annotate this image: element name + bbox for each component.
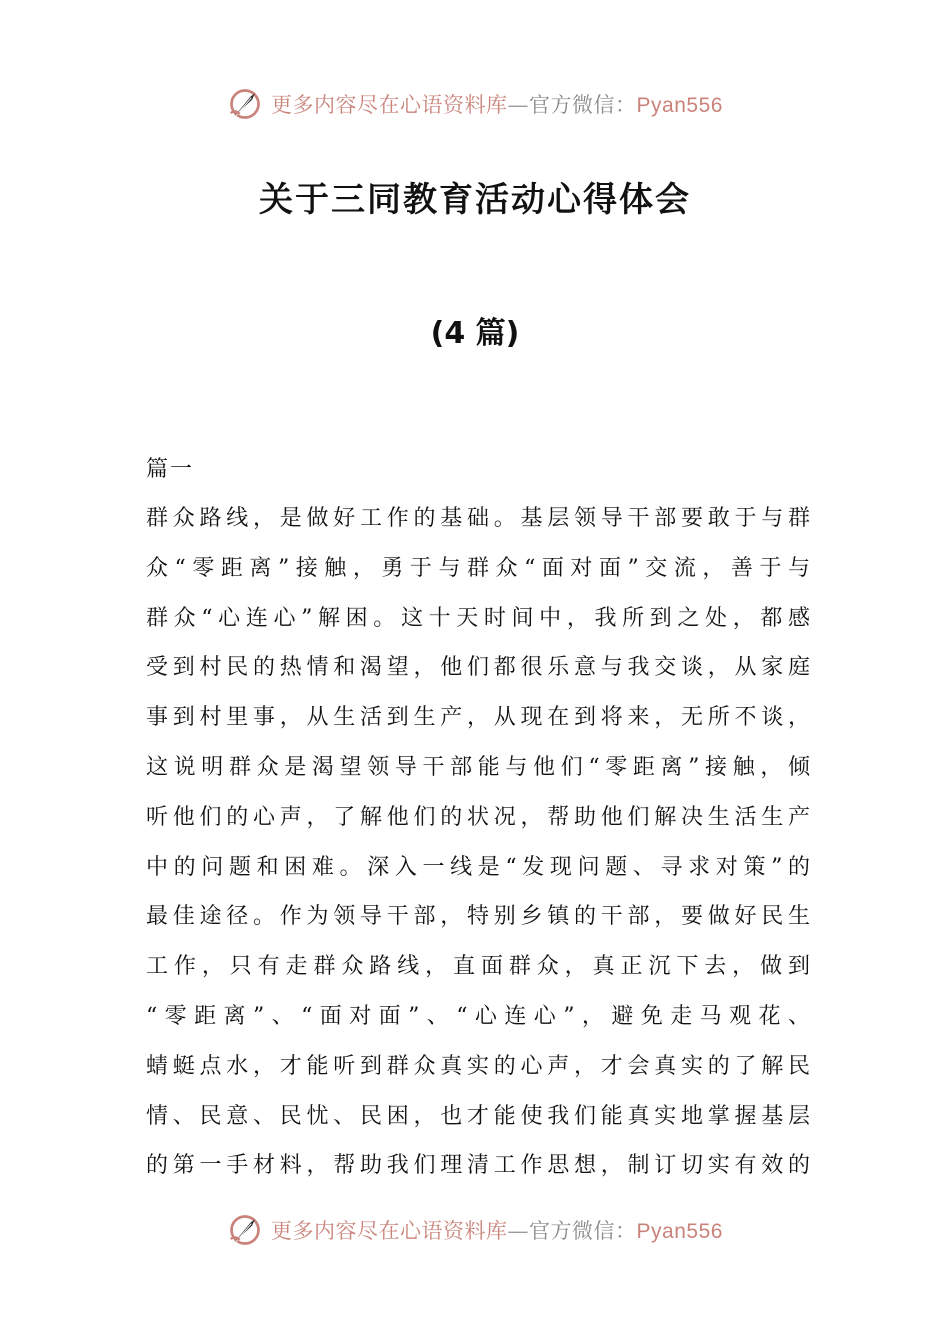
watermark-footer <box>0 1208 950 1252</box>
watermark-id: Pyan556 <box>636 1220 723 1243</box>
body-line: “零距离”、“面对面”、“心连心”，避免走马观花、 <box>146 1003 810 1029</box>
document-subtitle: (4 篇) <box>430 316 520 351</box>
body-line: 事到村里事，从生活到生产，从现在到将来，无所不谈， <box>146 705 810 731</box>
watermark-label: 官方微信： <box>529 93 637 117</box>
quill-pen-logo-icon <box>227 1212 263 1248</box>
watermark-prefix: 更多内容尽在心语资料库 <box>271 1219 508 1243</box>
body-line: 受到村民的热情和渴望，他们都很乐意与我交谈，从家庭 <box>146 655 810 681</box>
body-line: 群众“心连心”解困。这十天时间中，我所到之处，都感 <box>146 605 810 631</box>
body-line: 中的问题和困难。深入一线是“发现问题、寻求对策”的 <box>146 854 810 880</box>
body-line: 众“零距离”接触，勇于与群众“面对面”交流，善于与 <box>146 555 810 581</box>
watermark-id: Pyan556 <box>636 94 723 117</box>
body-line: 情、民意、民忧、民困，也才能使我们能真实地掌握基层 <box>146 1103 810 1129</box>
body-line: 的第一手材料，帮助我们理清工作思想，制订切实有效的 <box>146 1153 810 1179</box>
quill-pen-logo-icon <box>227 86 263 122</box>
body-line: 最佳途径。作为领导干部，特别乡镇的干部，要做好民生 <box>146 904 810 930</box>
body-line: 这说明群众是渴望领导干部能与他们“零距离”接触，倾 <box>146 754 810 780</box>
body-text <box>146 494 810 1191</box>
body-line: 群众路线，是做好工作的基础。基层领导干部要敢于与群 <box>146 506 810 531</box>
document-title: 关于三同教育活动心得体会 <box>259 180 691 220</box>
watermark-header <box>0 82 950 126</box>
body-line: 听他们的心声，了解他们的状况，帮助他们解决生活生产 <box>146 804 810 830</box>
watermark-label: 官方微信： <box>529 1219 637 1243</box>
watermark-text <box>271 89 723 119</box>
watermark-separator: — <box>507 93 530 117</box>
watermark-separator: — <box>507 1219 530 1243</box>
watermark-prefix: 更多内容尽在心语资料库 <box>271 93 508 117</box>
body-line: 蜻蜓点水，才能听到群众真实的心声，才会真实的了解民 <box>146 1053 810 1079</box>
watermark-text <box>271 1215 723 1245</box>
body-line: 工作，只有走群众路线，直面群众，真正沉下去，做到 <box>146 954 810 980</box>
section-label: 篇一 <box>146 457 195 482</box>
